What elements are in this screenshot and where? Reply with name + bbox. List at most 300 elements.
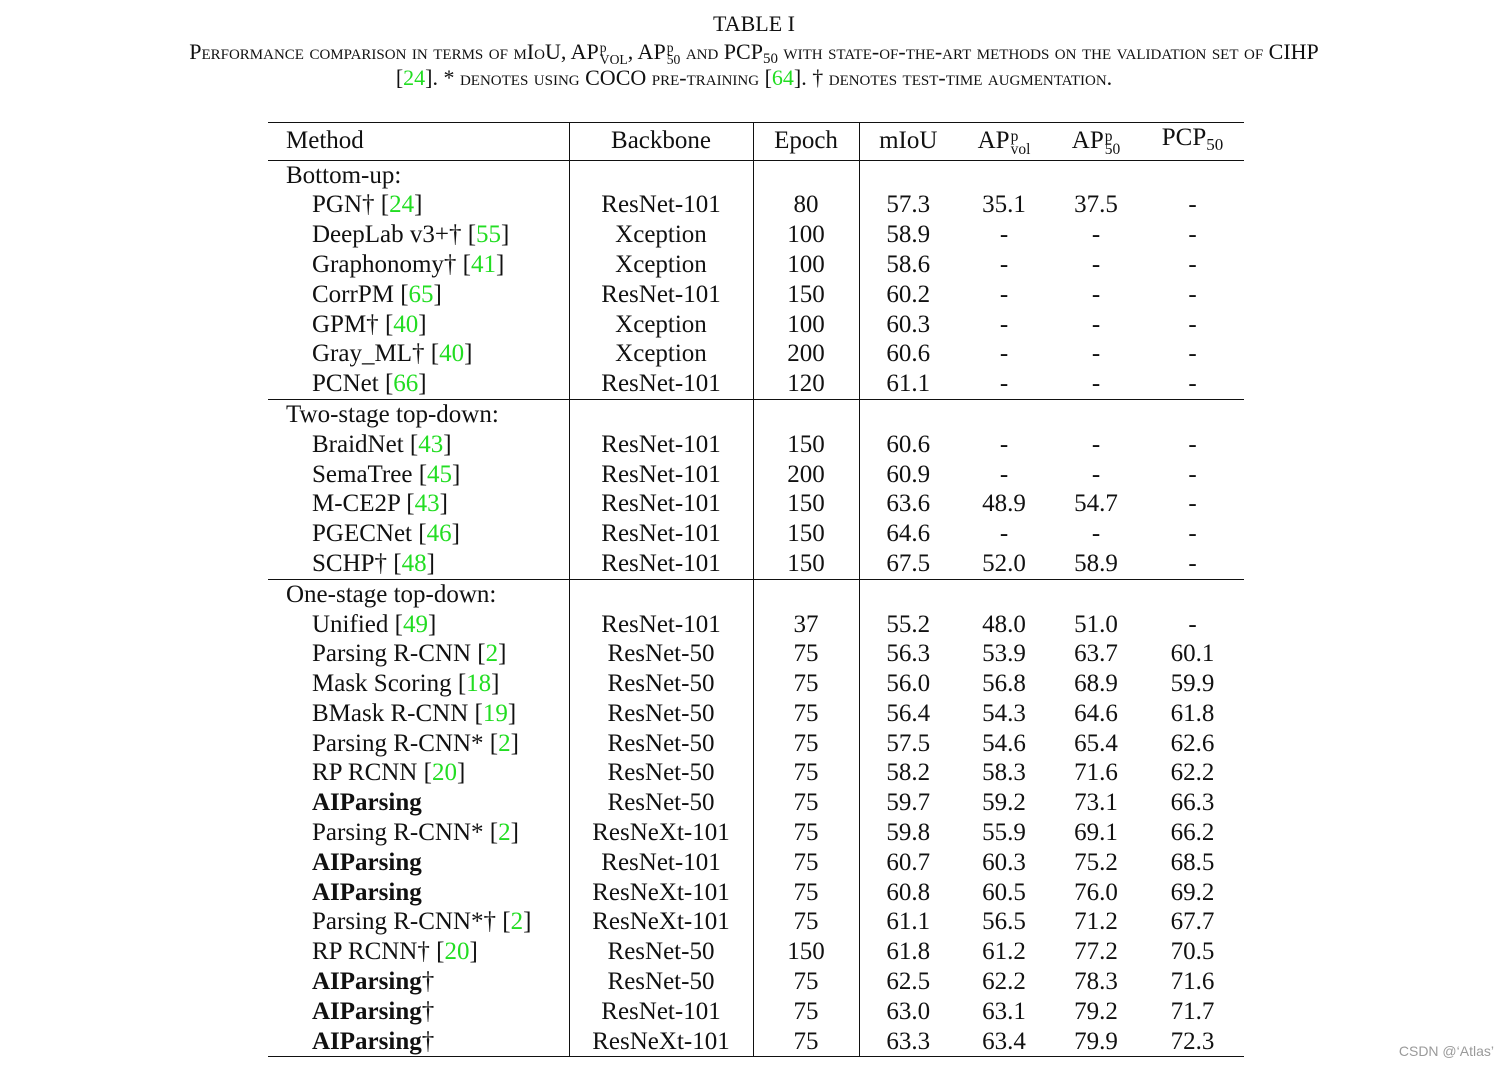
epoch-cell: 100 [753,250,859,280]
epoch-cell: 75 [753,729,859,759]
miou-cell: 58.6 [886,250,931,278]
ap50-cell: 79.2 [1074,997,1118,1025]
table-row [268,758,1244,788]
ap50-cell: 54.7 [1074,490,1118,518]
apvol-cell: - [999,280,1009,308]
epoch-cell: 100 [753,310,859,340]
tta-dagger: † [421,997,435,1025]
citation-link[interactable]: 43 [418,430,444,458]
table-row [268,460,1244,490]
method-name: CorrPM [312,280,394,308]
epoch-cell: 75 [753,848,859,878]
table-caption-line1: Performance comparison in terms of mIoU, AP p VOL , AP p 50 and $PCP_{50}$ with state-of-the-art methods on the validation set of CIHP [189,39,1319,68]
method-name: Gray_ML† [312,340,425,368]
empty-cell [1141,160,1244,190]
epoch-cell: 150 [753,430,859,460]
empty-cell [1141,579,1244,609]
miou-cell: 58.9 [886,221,931,249]
citation-link[interactable]: 2 [498,729,511,757]
method-cell: DeepLab v3+† [55] [268,220,569,250]
epoch-cell: 100 [753,220,859,250]
header-miou: mIoU [879,127,938,155]
group-header-row [268,160,1244,190]
empty-cell [1051,579,1141,609]
epoch-cell: 75 [753,967,859,997]
empty-cell [859,579,957,609]
backbone-cell: ResNeXt-101 [569,1027,753,1057]
method-cell: Parsing R-CNN [2] [268,639,569,669]
ap50-cell: 65.4 [1074,729,1118,757]
pcp50-cell: - [1188,610,1197,638]
method-name: PGN† [312,191,375,219]
citation-link[interactable]: 24 [389,191,415,219]
method-cell: RP RCNN [20] [268,758,569,788]
backbone-cell: ResNet-101 [569,610,753,640]
miou-cell: 61.8 [886,938,931,966]
method-name: AIParsing [312,968,422,996]
method-cell: Parsing R-CNN*† [2] [268,907,569,937]
table-row [268,907,1244,937]
method-cell [268,997,569,1027]
method-name: Parsing R-CNN [312,640,472,668]
table-row [268,729,1244,759]
miou-cell: 61.1 [886,908,931,936]
pcp50-cell: - [1188,191,1197,219]
table-row [268,369,1244,399]
method-cell: BMask R-CNN [19] [268,699,569,729]
ap50-cell: - [1091,221,1101,249]
method-cell: CorrPM [65] [268,280,569,310]
table-row [268,250,1244,280]
miou-cell: 60.2 [886,280,931,308]
method-name: AIParsing [312,997,422,1025]
miou-cell: 59.7 [886,789,931,817]
backbone-cell: ResNet-101 [569,489,753,519]
watermark: CSDN @‘Atlas’ [1398,1043,1494,1059]
ap50-cell: 76.0 [1074,878,1118,906]
ap50-cell: - [1091,310,1101,338]
backbone-cell: ResNet-101 [569,280,753,310]
miou-cell: 57.3 [886,191,931,219]
table-row [268,310,1244,340]
table-row [268,699,1244,729]
table-row [268,848,1244,878]
method-cell: Graphonomy† [41] [268,250,569,280]
method-cell: PGN† [24] [268,190,569,220]
backbone-cell: Xception [569,220,753,250]
results-table [268,122,1244,1057]
pcp50-cell: 68.5 [1170,848,1215,876]
method-name: BraidNet [312,430,404,458]
table-row [268,339,1244,369]
apvol-cell: - [999,520,1009,548]
citation-link[interactable]: 2 [498,819,511,847]
apvol-cell: 53.9 [982,640,1026,668]
backbone-cell: ResNeXt-101 [569,878,753,908]
epoch-cell: 150 [753,519,859,549]
epoch-cell: 200 [753,460,859,490]
miou-cell: 59.8 [886,819,931,847]
backbone-cell: ResNet-50 [569,699,753,729]
miou-cell: 55.2 [886,610,931,638]
table-row [268,430,1244,460]
pcp50-cell: - [1188,280,1197,308]
pcp50-cell: 66.2 [1170,819,1215,847]
empty-cell [569,399,753,429]
backbone-cell: ResNet-50 [569,967,753,997]
citation-link[interactable]: 55 [476,221,502,249]
backbone-cell: ResNet-101 [569,369,753,399]
method-name: Mask Scoring [312,670,452,698]
ap50-cell: 63.7 [1074,640,1118,668]
epoch-cell: 75 [753,878,859,908]
method-name: AIParsing [312,848,422,876]
miou-cell: 60.7 [886,848,931,876]
method-name: AIParsing [312,1027,422,1055]
method-name: M-CE2P [312,490,400,518]
backbone-cell: ResNet-101 [569,848,753,878]
citation-link[interactable]: 45 [427,460,453,488]
citation-link[interactable]: 64 [771,65,794,90]
citation-link[interactable]: 2 [510,908,524,936]
method-name: PGECNet [312,520,412,548]
citation-link[interactable]: 24 [403,65,426,90]
method-name: RP RCNN [312,759,418,787]
method-cell: Parsing R-CNN* [2] [268,818,569,848]
empty-cell [957,160,1051,190]
method-name: Graphonomy† [312,250,457,278]
pcp50-cell: - [1188,221,1197,249]
backbone-cell: ResNet-50 [569,758,753,788]
ap50-cell: - [1091,250,1101,278]
table-row [268,280,1244,310]
group-header-row [268,399,1244,429]
pcp50-cell: 61.8 [1170,699,1215,727]
backbone-cell: ResNet-101 [569,519,753,549]
header-ap50: AP p 50 [1071,127,1121,158]
table-row [268,997,1244,1027]
epoch-cell: 75 [753,758,859,788]
empty-cell [569,579,753,609]
pcp50-cell: - [1188,460,1197,488]
ap50-cell: 75.2 [1074,848,1118,876]
backbone-cell: ResNet-50 [569,937,753,967]
apvol-cell: - [999,221,1009,249]
pcp50-cell: 59.9 [1170,670,1215,698]
apvol-cell: 48.9 [982,490,1026,518]
ap50-cell: - [1091,370,1101,398]
epoch-cell: 150 [753,937,859,967]
miou-cell: 64.6 [886,520,931,548]
pcp50-cell: 67.7 [1170,908,1215,936]
pcp50-cell: 71.6 [1170,968,1215,996]
apvol-cell: 52.0 [982,549,1026,577]
method-name: AIParsing [312,878,422,906]
miou-cell: 63.3 [886,1027,931,1055]
apvol-cell: 55.9 [982,819,1026,847]
epoch-cell: 75 [753,1027,859,1057]
method-name: AIParsing [312,789,422,817]
apvol-cell: 62.2 [982,968,1026,996]
backbone-cell: ResNet-101 [569,460,753,490]
table-row [268,489,1244,519]
ap50-cell: - [1091,460,1101,488]
apvol-cell: 58.3 [982,759,1026,787]
backbone-cell: ResNet-101 [569,549,753,579]
apvol-cell: 56.8 [982,670,1026,698]
pcp50-cell: 71.7 [1170,997,1215,1025]
table-caption-title: TABLE I [713,11,795,36]
miou-cell: 60.6 [886,340,931,368]
backbone-cell: ResNeXt-101 [569,818,753,848]
apvol-cell: 63.4 [982,1027,1026,1055]
apvol-cell: 35.1 [982,191,1026,219]
backbone-cell: ResNeXt-101 [569,907,753,937]
header-method: Method [268,123,569,161]
citation-link[interactable]: 40 [393,310,419,338]
epoch-cell: 80 [753,190,859,220]
citation-link[interactable]: 20 [444,938,470,966]
citation-link[interactable]: 2 [485,640,499,668]
ap50-cell: - [1091,520,1101,548]
ap50-cell: - [1091,280,1101,308]
method-name: PCNet [312,370,379,398]
method-cell: Gray_ML† [40] [268,339,569,369]
ap50-cell: 51.0 [1074,610,1118,638]
epoch-cell: 150 [753,549,859,579]
citation-link[interactable]: 46 [426,520,452,548]
table-row [268,220,1244,250]
epoch-cell: 75 [753,788,859,818]
method-name: DeepLab v3+† [312,221,462,249]
method-name: Parsing R-CNN*† [312,908,497,936]
miou-cell: 63.6 [886,490,931,518]
epoch-cell: 150 [753,280,859,310]
miou-cell: 58.2 [886,759,931,787]
citation-link[interactable]: 48 [401,549,427,577]
backbone-cell: Xception [569,310,753,340]
epoch-cell: 120 [753,369,859,399]
empty-cell [569,160,753,190]
miou-cell: 67.5 [886,549,931,577]
miou-cell: 61.1 [886,370,931,398]
method-cell: Unified [49] [268,610,569,640]
ap50-cell: 79.9 [1074,1027,1118,1055]
header-pcp50: $PCP_{50}$ [1161,124,1224,154]
citation-link[interactable]: 41 [471,250,496,278]
apvol-cell: 63.1 [982,997,1026,1025]
apvol-cell: - [999,340,1009,368]
table-row [268,639,1244,669]
miou-cell: 56.3 [886,640,931,668]
backbone-cell: ResNet-101 [569,997,753,1027]
table-row [268,937,1244,967]
pcp50-cell: 69.2 [1170,878,1215,906]
method-name: BMask R-CNN [312,699,469,727]
tta-dagger: † [421,1027,435,1055]
apvol-cell: 59.2 [982,789,1026,817]
table-row [268,967,1244,997]
pcp50-cell: - [1188,430,1197,458]
method-name: SCHP† [312,549,388,577]
pcp50-cell: - [1188,310,1197,338]
method-cell: Mask Scoring [18] [268,669,569,699]
ap50-cell: 78.3 [1074,968,1118,996]
method-name: Parsing R-CNN* [312,729,484,757]
ap50-cell: 71.2 [1074,908,1118,936]
group-label: Bottom-up: [268,160,569,190]
miou-cell: 60.3 [886,310,931,338]
empty-cell [1141,399,1244,429]
miou-cell: 60.6 [886,430,931,458]
epoch-cell: 75 [753,907,859,937]
pcp50-cell: 66.3 [1170,789,1215,817]
group-header-row [268,579,1244,609]
table-caption-line2: [24]. * denotes using COCO pre-training [64]. † denotes test-time augmentation. [395,65,1113,90]
header-apvol: AP p vol [977,127,1031,158]
pcp50-cell: - [1188,490,1197,518]
pcp50-cell: - [1188,340,1197,368]
ap50-cell: - [1091,340,1101,368]
method-cell [268,788,569,818]
apvol-cell: 60.5 [982,878,1026,906]
ap50-cell: 58.9 [1074,549,1118,577]
method-name: RP RCNN† [312,938,430,966]
citation-link[interactable]: 43 [414,490,440,518]
table-row [268,610,1244,640]
apvol-cell: - [999,430,1009,458]
apvol-cell: 54.6 [982,729,1026,757]
backbone-cell: ResNet-101 [569,190,753,220]
method-cell: RP RCNN† [20] [268,937,569,967]
method-cell [268,878,569,908]
apvol-cell: - [999,310,1009,338]
backbone-cell: ResNet-50 [569,639,753,669]
method-name: GPM† [312,310,379,338]
method-cell: BraidNet [43] [268,430,569,460]
table-row [268,669,1244,699]
table-row [268,1027,1244,1057]
pcp50-cell: - [1188,549,1197,577]
method-cell: PCNet [66] [268,369,569,399]
apvol-cell: - [999,460,1009,488]
citation-link[interactable]: 18 [466,670,492,698]
miou-cell: 60.9 [886,460,931,488]
method-name: SemaTree [312,460,413,488]
method-cell [268,1027,569,1057]
empty-cell [753,160,859,190]
ap50-cell: 73.1 [1074,789,1118,817]
pcp50-cell: - [1188,250,1197,278]
citation-link[interactable]: 19 [482,699,508,727]
pcp50-cell: 70.5 [1170,938,1215,966]
pcp50-cell: - [1188,370,1197,398]
miou-cell: 63.0 [886,997,931,1025]
citation-link[interactable]: 66 [393,370,419,398]
citation-link[interactable]: 65 [408,280,434,308]
citation-link[interactable]: 20 [431,759,457,787]
method-cell: SCHP† [48] [268,549,569,579]
empty-cell [753,579,859,609]
table-header-row [268,123,1244,161]
citation-link[interactable]: 40 [439,340,465,368]
method-cell: PGECNet [46] [268,519,569,549]
empty-cell [859,399,957,429]
ap50-cell: 69.1 [1074,819,1118,847]
ap50-cell: - [1091,430,1101,458]
apvol-cell: 54.3 [982,699,1026,727]
method-cell [268,967,569,997]
group-label: Two-stage top-down: [268,399,569,429]
table-row [268,818,1244,848]
apvol-cell: 48.0 [982,610,1026,638]
method-cell [268,848,569,878]
pcp50-cell: 62.6 [1170,729,1215,757]
backbone-cell: ResNet-101 [569,430,753,460]
method-cell: Parsing R-CNN* [2] [268,729,569,759]
miou-cell: 62.5 [886,968,931,996]
epoch-cell: 150 [753,489,859,519]
method-name: Parsing R-CNN* [312,819,484,847]
apvol-cell: - [999,250,1009,278]
ap50-cell: 68.9 [1074,670,1118,698]
backbone-cell: ResNet-50 [569,788,753,818]
backbone-cell: Xception [569,250,753,280]
epoch-cell: 75 [753,639,859,669]
backbone-cell: Xception [569,339,753,369]
group-label: One-stage top-down: [268,579,569,609]
empty-cell [753,399,859,429]
table-row [268,190,1244,220]
epoch-cell: 200 [753,339,859,369]
method-cell: GPM† [40] [268,310,569,340]
miou-cell: 57.5 [886,729,931,757]
empty-cell [1051,160,1141,190]
pcp50-cell: 60.1 [1170,640,1215,668]
tta-dagger: † [421,968,435,996]
epoch-cell: 37 [753,610,859,640]
backbone-cell: ResNet-50 [569,729,753,759]
apvol-cell: 60.3 [982,848,1026,876]
empty-cell [957,579,1051,609]
pcp50-cell: - [1188,520,1197,548]
empty-cell [1051,399,1141,429]
header-backbone: Backbone [569,123,753,161]
citation-link[interactable]: 49 [402,610,428,638]
miou-cell: 56.4 [886,699,931,727]
method-cell: SemaTree [45] [268,460,569,490]
ap50-cell: 77.2 [1074,938,1118,966]
empty-cell [957,399,1051,429]
pcp50-cell: 72.3 [1170,1027,1215,1055]
epoch-cell: 75 [753,818,859,848]
miou-cell: 56.0 [886,670,931,698]
apvol-cell: 56.5 [982,908,1026,936]
table-row [268,519,1244,549]
apvol-cell: 61.2 [982,938,1026,966]
header-epoch: Epoch [753,123,859,161]
backbone-cell: ResNet-50 [569,669,753,699]
ap50-cell: 37.5 [1074,191,1118,219]
table-row [268,878,1244,908]
pcp50-cell: 62.2 [1170,759,1215,787]
ap50-cell: 71.6 [1074,759,1118,787]
epoch-cell: 75 [753,997,859,1027]
epoch-cell: 75 [753,699,859,729]
ap50-cell: 64.6 [1074,699,1118,727]
empty-cell [859,160,957,190]
method-cell: M-CE2P [43] [268,489,569,519]
